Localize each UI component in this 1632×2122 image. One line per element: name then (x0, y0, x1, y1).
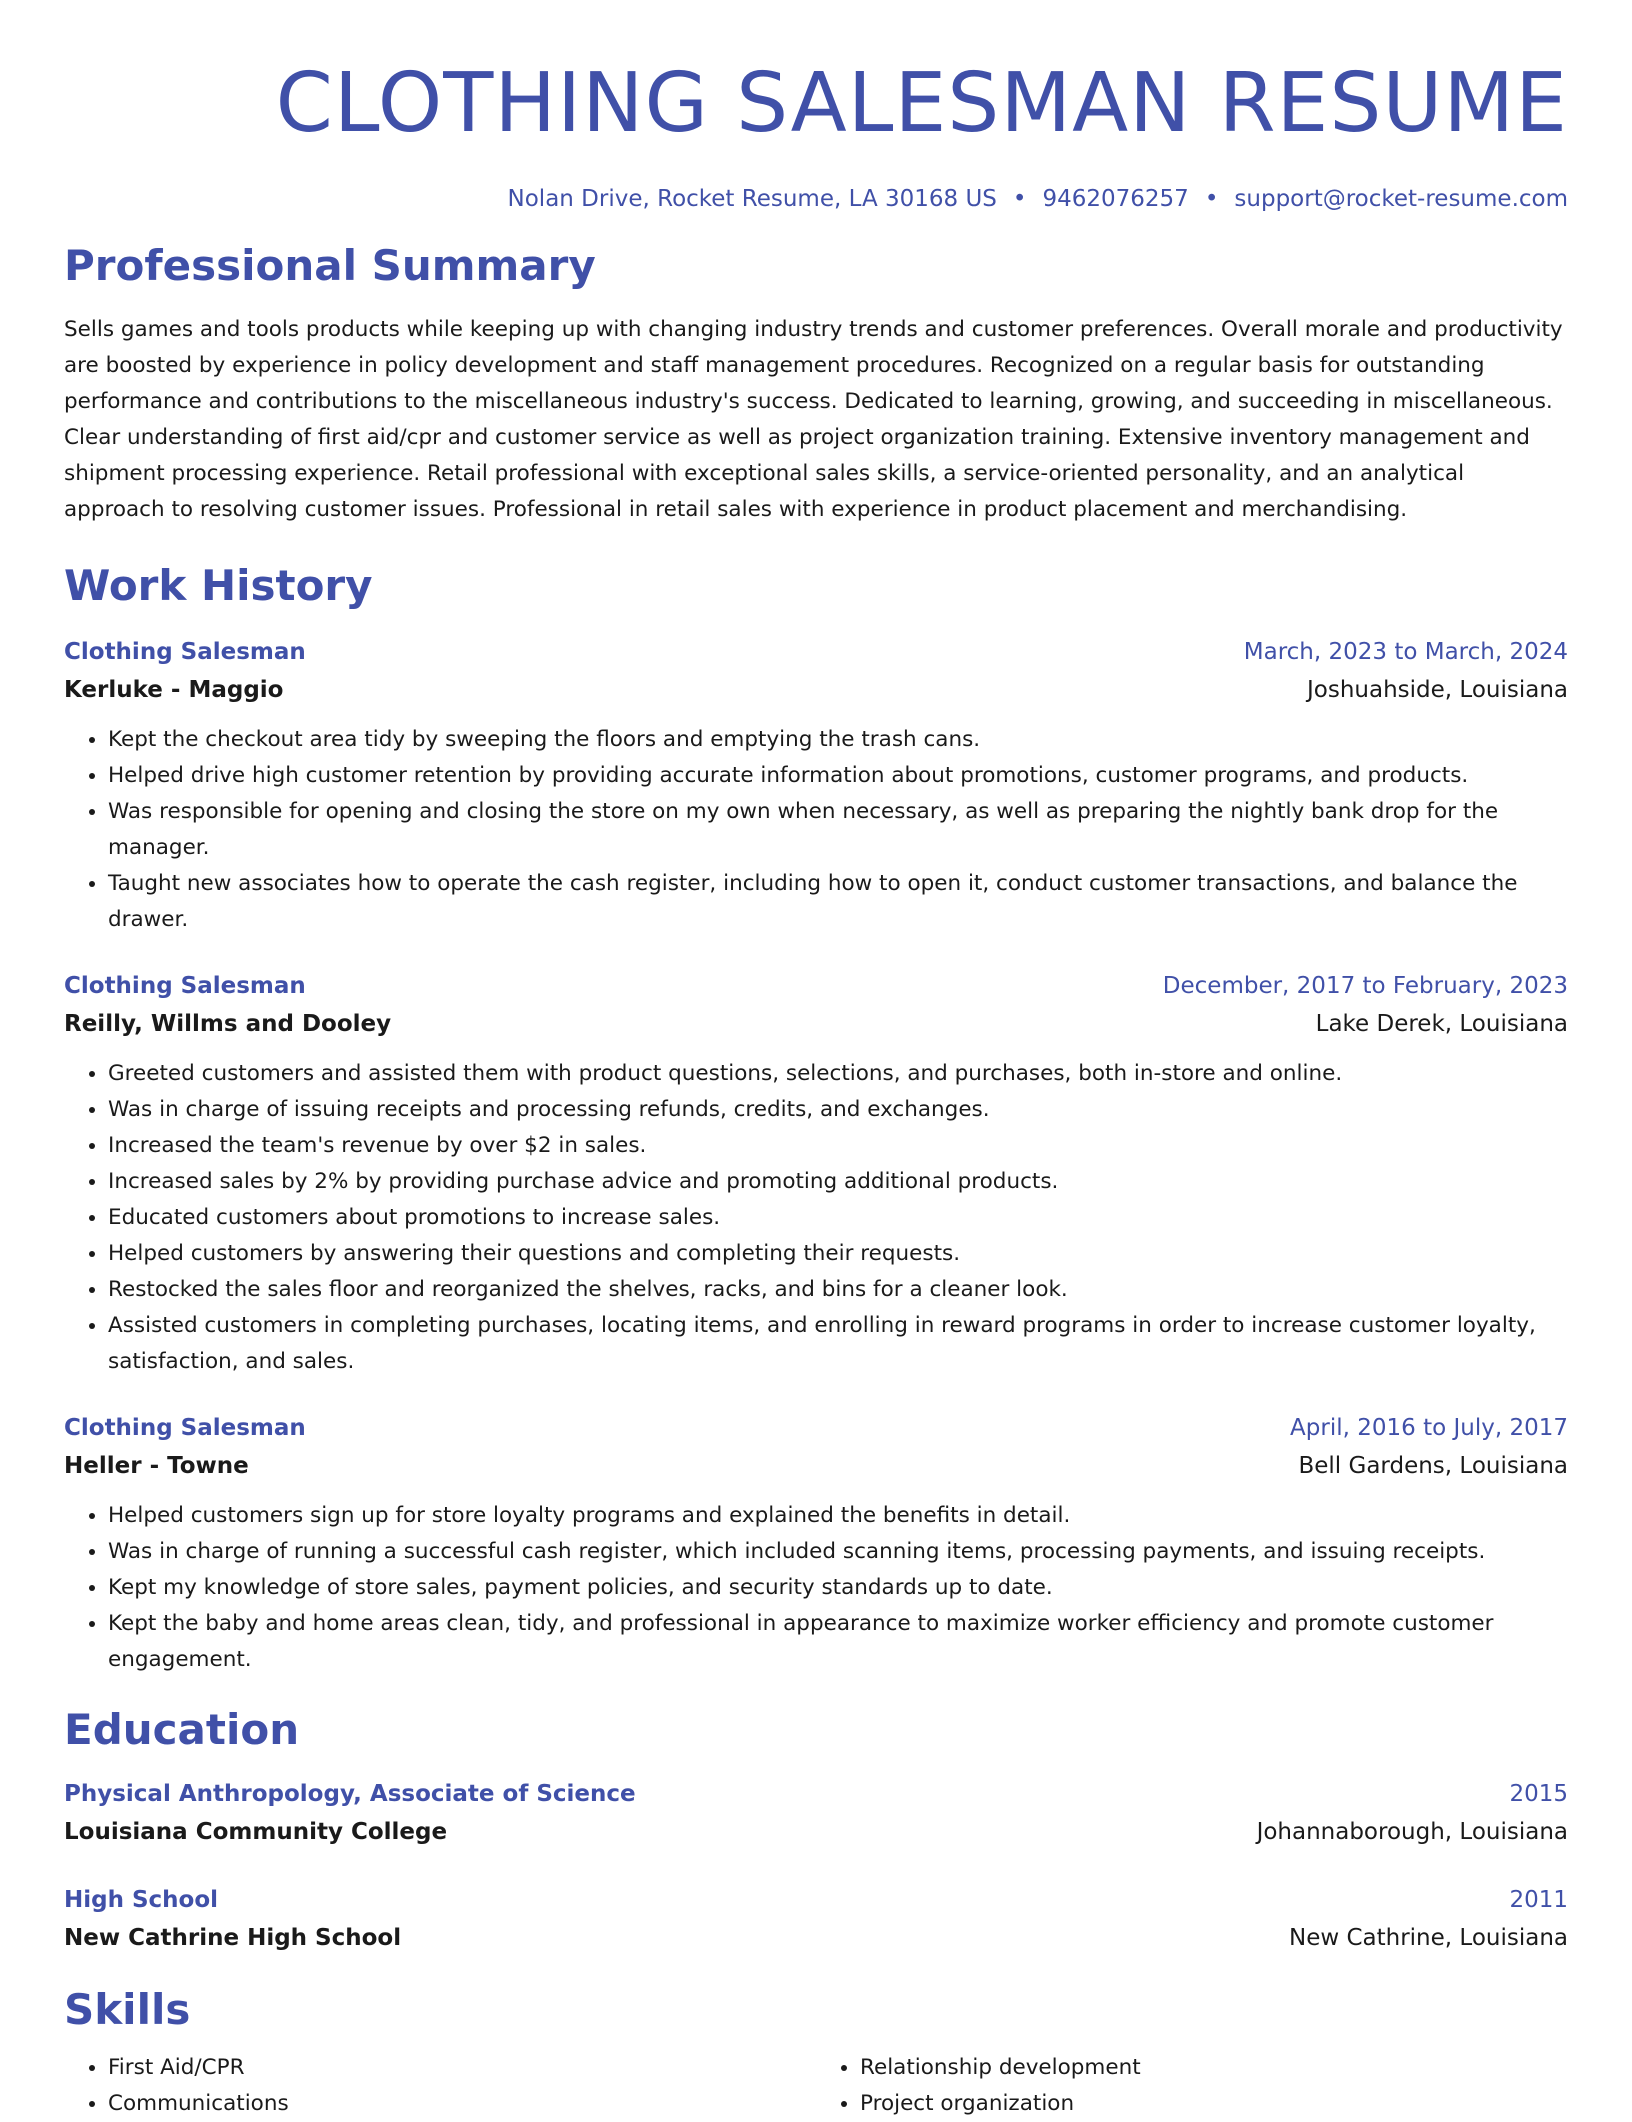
job-entry (64, 968, 1568, 1380)
list-item: • Was in charge of issuing receipts and processing refunds, credits, and exchanges. (108, 1092, 1568, 1128)
job-title-row (64, 634, 1568, 670)
contact-address: Nolan Drive, Rocket Resume, LA 30168 US (507, 186, 997, 212)
skills-heading: Skills (64, 1985, 191, 2034)
job-company-row (64, 1004, 1568, 1044)
job-dates: December, 2017 to February, 2023 (1162, 973, 1568, 999)
list-item: • Educated customers about promotions to increase sales. (108, 1200, 1568, 1236)
contact-separator: • (1012, 186, 1027, 212)
contact-line (64, 186, 1568, 212)
education-school: New Cathrine High School (64, 1925, 402, 1951)
list-item: • Increased the team's revenue by over $2 in sales. (108, 1128, 1568, 1164)
work-history-heading: Work History (64, 561, 373, 610)
list-item: • Was responsible for opening and closing the store on my own when necessary, as well as preparing the nightly bank drop for the manager. (108, 794, 1568, 866)
skills-column-right (816, 2050, 1568, 2122)
list-item: • Project organization (860, 2086, 1568, 2122)
resume-title: CLOTHING SALESMAN RESUME (275, 56, 1568, 151)
education-school: Louisiana Community College (64, 1819, 448, 1845)
education-degree: Physical Anthropology, Associate of Science (64, 1781, 636, 1807)
job-entry (64, 1410, 1568, 1678)
list-item: • Assisted customers in completing purchases, locating items, and enrolling in reward programs in order to increase customer loyalty, satisfaction, and sales. (108, 1308, 1568, 1380)
contact-email: support@rocket-resume.com (1234, 186, 1568, 212)
education-location: New Cathrine, Louisiana (1288, 1925, 1568, 1951)
job-dates: April, 2016 to July, 2017 (1290, 1415, 1568, 1441)
contact-separator: • (1204, 186, 1219, 212)
list-item: • Helped customers by answering their questions and completing their requests. (108, 1236, 1568, 1272)
summary-text: Sells games and tools products while keeping up with changing industry trends and customer preferences. Overall morale and productivity are boosted by experience in policy development and staff management procedures. Recognized on a regular basis for outstanding performance and contributions to the miscellaneous industry's success. Dedicated to learning, growing, and succeeding in miscellaneous. Clear understanding of first aid/cpr and customer service as well as project organization training. Extensive inventory management and shipment processing experience. Retail professional with exceptional sales skills, a service-oriented personality, and an analytical approach to resolving customer issues. Professional in retail sales with experience in product placement and merchandising. (64, 317, 1563, 522)
list-item: • Helped customers sign up for store loyalty programs and explained the benefits in detail. (108, 1498, 1568, 1534)
list-item: • Kept the checkout area tidy by sweeping the floors and emptying the trash cans. (108, 722, 1568, 758)
job-company-row (64, 670, 1568, 710)
job-location: Joshuahside, Louisiana (1307, 677, 1568, 703)
job-bullets (64, 722, 1568, 938)
education-year: 2011 (1509, 1887, 1568, 1913)
summary-heading: Professional Summary (64, 241, 596, 290)
education-location: Johannaborough, Louisiana (1256, 1819, 1568, 1845)
job-location: Lake Derek, Louisiana (1315, 1011, 1568, 1037)
job-company: Heller - Towne (64, 1453, 249, 1479)
education-school-row (64, 1918, 1568, 1958)
resume-header (64, 0, 1568, 212)
list-item: • Communications (108, 2086, 816, 2122)
job-title-row (64, 968, 1568, 1004)
list-item: • Was in charge of running a successful cash register, which included scanning items, processing payments, and issuing receipts. (108, 1534, 1568, 1570)
job-title: Clothing Salesman (64, 639, 306, 665)
job-company: Reilly, Willms and Dooley (64, 1011, 392, 1037)
education-heading: Education (64, 1705, 300, 1754)
list-item: • Increased sales by 2% by providing purchase advice and promoting additional products. (108, 1164, 1568, 1200)
contact-phone: 9462076257 (1042, 186, 1189, 212)
education-school-row (64, 1812, 1568, 1852)
education-degree-row (64, 1882, 1568, 1918)
list-item: • First Aid/CPR (108, 2050, 816, 2086)
skills-list (64, 2050, 1568, 2122)
job-bullets (64, 1498, 1568, 1678)
list-item: • Greeted customers and assisted them with product questions, selections, and purchases, both in-store and online. (108, 1056, 1568, 1092)
job-entry (64, 634, 1568, 938)
job-title: Clothing Salesman (64, 973, 306, 999)
job-title-row (64, 1410, 1568, 1446)
skills-column-left (64, 2050, 816, 2122)
education-degree-row (64, 1776, 1568, 1812)
education-entry (64, 1882, 1568, 1958)
job-location: Bell Gardens, Louisiana (1298, 1453, 1568, 1479)
list-item: • Kept my knowledge of store sales, payment policies, and security standards up to date. (108, 1570, 1568, 1606)
list-item: • Kept the baby and home areas clean, tidy, and professional in appearance to maximize worker efficiency and promote customer engagement. (108, 1606, 1568, 1678)
job-bullets (64, 1056, 1568, 1380)
list-item: • Relationship development (860, 2050, 1568, 2086)
education-year: 2015 (1509, 1781, 1568, 1807)
education-entry (64, 1776, 1568, 1852)
list-item: • Restocked the sales floor and reorganized the shelves, racks, and bins for a cleaner look. (108, 1272, 1568, 1308)
job-dates: March, 2023 to March, 2024 (1243, 639, 1568, 665)
job-title: Clothing Salesman (64, 1415, 306, 1441)
job-company: Kerluke - Maggio (64, 677, 284, 703)
list-item: • Helped drive high customer retention by providing accurate information about promotions, customer programs, and products. (108, 758, 1568, 794)
list-item: • Taught new associates how to operate the cash register, including how to open it, conduct customer transactions, and balance the drawer. (108, 866, 1568, 938)
education-degree: High School (64, 1887, 219, 1913)
job-company-row (64, 1446, 1568, 1486)
